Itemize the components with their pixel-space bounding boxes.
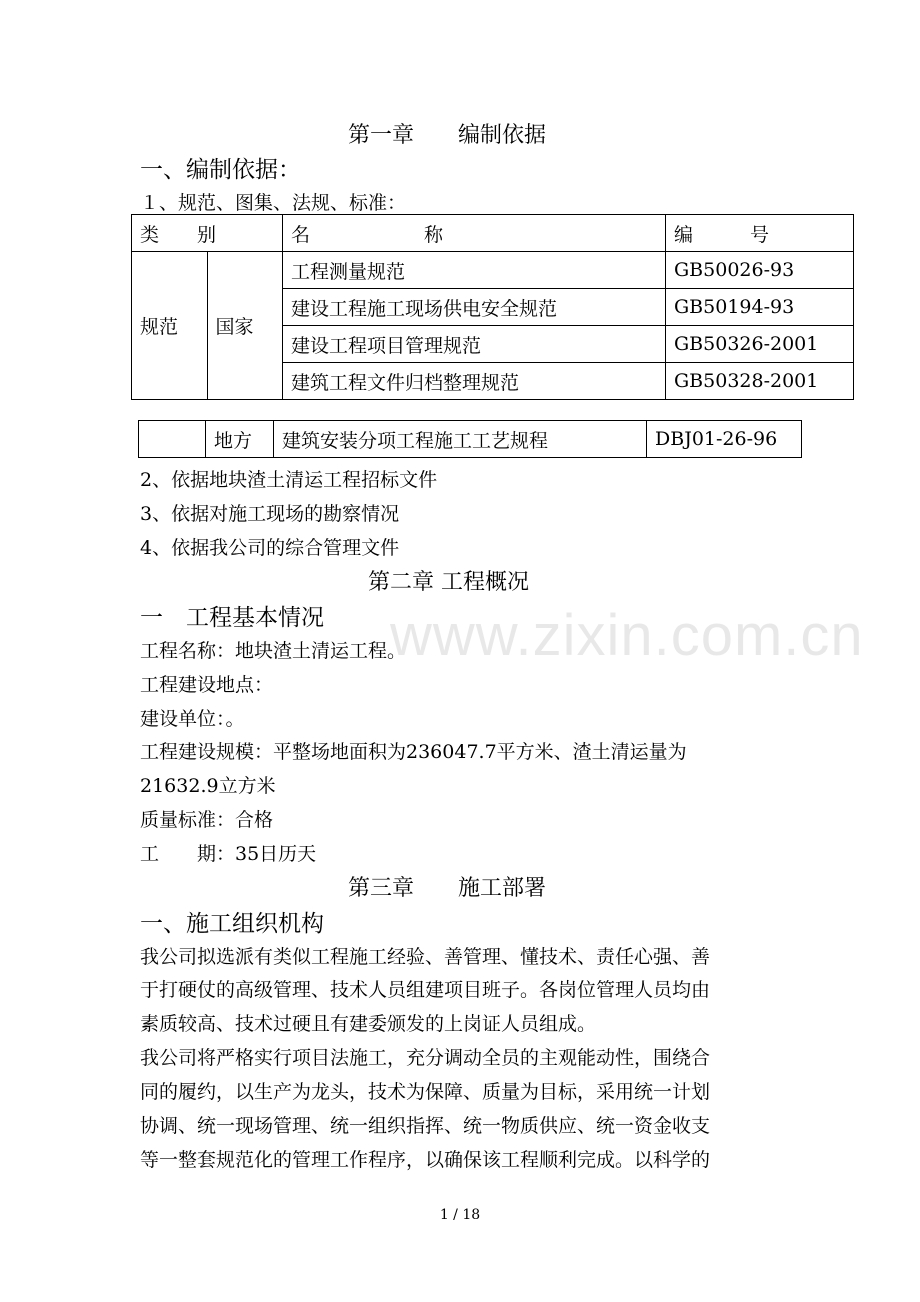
paragraph-line: 等一整套规范化的管理工作程序，以确保该工程顺利完成。以科学的 xyxy=(140,1149,711,1171)
quality-standard: 质量标准：合格 xyxy=(140,809,274,831)
chapter1-item2: 2、依据地块渣土清运工程招标文件 xyxy=(140,469,438,491)
standard-name-cell: 建设工程项目管理规范 xyxy=(283,326,666,363)
paragraph-line: 素质较高、技术过硬且有建委颁发的上岗证人员组成。 xyxy=(140,1013,597,1035)
empty-cell xyxy=(139,421,206,458)
project-scale-line2: 21632.9立方米 xyxy=(140,775,276,797)
local-standard-name-cell: 建筑安装分项工程施工工艺规程 xyxy=(274,421,647,458)
chapter1-item4: 4、依据我公司的综合管理文件 xyxy=(140,537,400,559)
paragraph-line: 同的履约，以生产为龙头，技术为保障、质量为目标，采用统一计划 xyxy=(140,1081,711,1103)
group-type-cell: 规范 xyxy=(132,252,208,400)
local-standards-table xyxy=(138,420,802,458)
standard-code-cell: GB50026-93 xyxy=(666,252,854,289)
local-level-cell: 地方 xyxy=(206,421,274,458)
project-owner: 建设单位：。 xyxy=(140,708,245,730)
project-location: 工程建设地点： xyxy=(140,674,274,696)
paragraph-line: 我公司拟选派有类似工程施工经验、善管理、懂技术、责任心强、善 xyxy=(140,946,711,968)
standard-name-cell: 工程测量规范 xyxy=(283,252,666,289)
paragraph-line: 我公司将严格实行项目法施工，充分调动全员的主观能动性，围绕合 xyxy=(140,1047,711,1069)
standard-code-cell: GB50194-93 xyxy=(666,289,854,326)
chapter1-title: 第一章 编制依据 xyxy=(348,123,547,148)
paragraph-line: 协调、统一现场管理、统一组织指挥、统一物质供应、统一资金收支 xyxy=(140,1115,711,1137)
standards-table xyxy=(131,214,854,400)
standard-code-cell: GB50326-2001 xyxy=(666,326,854,363)
chapter3-section-heading: 一、施工组织机构 xyxy=(140,911,324,937)
header-category: 类 别 xyxy=(132,215,283,252)
header-name: 名 称 xyxy=(283,215,666,252)
chapter1-item1: １、规范、图集、法规、标准： xyxy=(140,192,407,214)
chapter1-section-heading: 一、编制依据： xyxy=(140,157,301,183)
standard-name-cell: 建设工程施工现场供电安全规范 xyxy=(283,289,666,326)
header-code: 编 号 xyxy=(666,215,854,252)
standard-name-cell: 建筑工程文件归档整理规范 xyxy=(283,363,666,400)
chapter1-item3: 3、依据对施工现场的勘察情况 xyxy=(140,503,400,525)
group-level-cell: 国家 xyxy=(207,252,283,400)
project-duration: 工 期：35日历天 xyxy=(140,843,317,865)
table-header-row xyxy=(132,215,854,252)
page-number: 1 / 18 xyxy=(439,1207,481,1223)
chapter2-title: 第二章 工程概况 xyxy=(368,570,529,595)
chapter2-section-heading: 一 工程基本情况 xyxy=(140,605,324,631)
chapter3-title: 第三章 施工部署 xyxy=(348,876,547,901)
project-name: 工程名称：地块渣土清运工程。 xyxy=(140,640,407,662)
project-scale-line1: 工程建设规模：平整场地面积为236047.7平方米、渣土清运量为 xyxy=(140,741,687,763)
standard-code-cell: GB50328-2001 xyxy=(666,363,854,400)
local-standard-code-cell: DBJ01-26-96 xyxy=(647,421,802,458)
table-row xyxy=(139,421,802,458)
watermark: www.zixin.com.cn xyxy=(390,603,864,668)
paragraph-line: 于打硬仗的高级管理、技术人员组建项目班子。各岗位管理人员均由 xyxy=(140,979,711,1001)
table-row xyxy=(132,252,854,289)
